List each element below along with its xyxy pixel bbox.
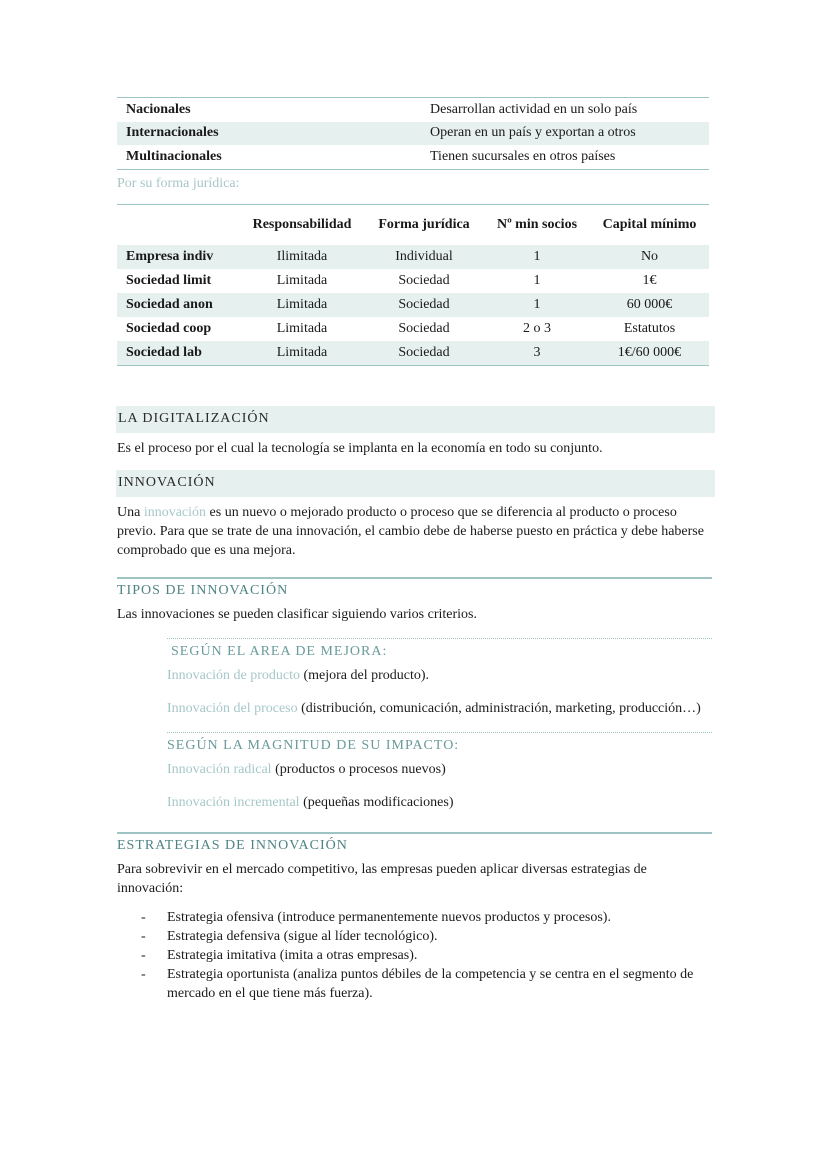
cell: 1 [533,272,541,288]
cell: Sociedad coop [126,320,212,336]
row-label: Multinacionales [126,148,222,164]
cell: Limitada [276,344,328,360]
desc: (distribución, comunicación, administración, marketing, producción…) [297,700,701,716]
cell: No [640,248,659,264]
cell: 1€ [642,272,657,288]
cell: Sociedad [398,320,450,336]
cell: Sociedad anon [126,296,213,312]
cell: Limitada [276,320,328,336]
estrategias-list [117,908,712,1003]
table-row [117,98,709,122]
table-row [117,293,709,317]
legal-form-table [117,204,709,366]
table-row [117,269,709,293]
cell: Estatutos [623,320,676,336]
table-row [117,122,709,146]
cell: Ilimitada [276,248,328,264]
row-desc: Tienen sucursales en otros países [430,148,616,164]
cell: 3 [533,344,541,360]
list-item: - Estrategia ofensiva (introduce permanentemente nuevos productos y procesos). [117,908,712,927]
term-innovacion: innovación [143,504,207,520]
cell: Limitada [276,272,328,288]
document-page [117,97,712,1003]
row-label: Nacionales [126,101,191,117]
cell: Sociedad [398,344,450,360]
cell: 1€/60 000€ [617,344,682,360]
subsection-area-mejora [167,638,712,718]
cell: 60 000€ [626,296,673,312]
row-label: Internacionales [126,125,219,141]
list-item [167,793,712,812]
desc: (productos o procesos nuevos) [271,761,446,777]
cell: 2 o 3 [523,320,551,336]
row-desc: Operan en un país y exportan a otros [430,125,636,141]
term: Innovación de producto [167,667,300,683]
cell: Sociedad [398,272,450,288]
section-heading-tipos: TIPOS DE INNOVACIÓN [117,577,712,599]
table-row [117,145,709,169]
text-post: es un nuevo o mejorado producto o proceso que se diferencia al producto o proceso previo. Para que se trate de una innovación, el cambio debe de haberse puesto en práctica y debe haberse comprobado que es una mejora. [117,504,704,558]
header-cell: Capital mínimo [602,216,697,232]
cell: 1 [533,248,541,264]
company-scope-table [117,97,709,170]
dash-bullet: - [141,966,146,982]
table-row [117,341,709,365]
table-row [117,317,709,341]
row-desc: Desarrollan actividad en un solo país [430,101,638,117]
cell: Empresa indiv [126,248,214,264]
tipos-intro: Las innovaciones se pueden clasificar siguiendo varios criterios. [117,606,477,622]
desc: (pequeñas modificaciones) [299,794,454,810]
header-cell: Nº min socios [496,216,578,232]
cell: Sociedad limit [126,272,212,288]
subsection-magnitud [167,732,712,812]
section-heading-innovacion: INNOVACIÓN [116,470,715,497]
table-row [117,245,709,269]
cell: 1 [533,296,541,312]
table-header-row [117,205,709,245]
cell: Individual [395,248,453,264]
legal-form-caption: Por su forma jurídica: [117,175,240,191]
list-item [167,760,712,779]
list-item: - Estrategia defensiva (sigue al líder tecnológico). [117,927,712,946]
section-heading-estrategias: ESTRATEGIAS DE INNOVACIÓN [117,832,712,854]
term: Innovación radical [167,761,272,777]
subsection-heading: SEGÚN LA MAGNITUD DE SU IMPACTO: [167,732,712,754]
list-item: - Estrategia imitativa (imita a otras empresas). [117,946,712,965]
text-pre: Una [117,504,144,520]
header-cell: Responsabilidad [252,216,352,232]
dash-bullet: - [141,909,146,925]
dash-bullet: - [141,928,146,944]
term: Innovación del proceso [167,700,298,716]
innovacion-text [117,503,712,560]
list-item: - Estrategia oportunista (analiza puntos débiles de la competencia y se centra en el segmento de mercado en el que tiene más fuerza). [117,965,712,1003]
header-cell: Forma jurídica [378,216,470,232]
list-item [167,699,712,718]
dash-bullet: - [141,947,146,963]
section-heading-digitalizacion: LA DIGITALIZACIÓN [116,406,715,433]
list-item [167,666,712,685]
cell: Limitada [276,296,328,312]
cell: Sociedad lab [126,344,202,360]
desc: (mejora del producto). [299,667,430,683]
cell: Sociedad [398,296,450,312]
term: Innovación incremental [167,794,300,810]
estrategias-intro: Para sobrevivir en el mercado competitivo, las empresas pueden aplicar diversas estrategias de innovación: [117,861,647,896]
digitalizacion-text: Es el proceso por el cual la tecnología se implanta en la economía en todo su conjunto. [117,440,603,456]
subsection-heading: SEGÚN EL AREA DE MEJORA: [167,638,712,660]
